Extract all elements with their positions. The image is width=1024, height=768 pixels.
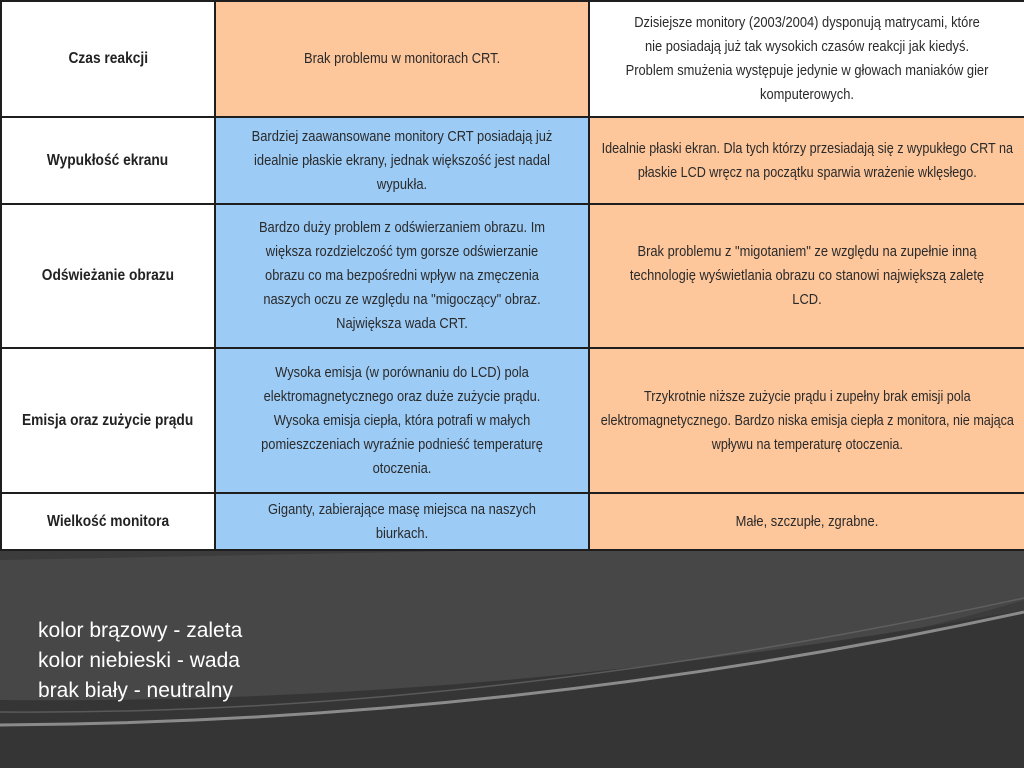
- legend-disadvantage: kolor niebieski - wada: [38, 649, 240, 672]
- row-label-czas-reakcji: Czas reakcji: [1, 1, 215, 117]
- crt-cell: Bardziej zaawansowane monitory CRT posiadają już idealnie płaskie ekrany, jednak większość jest nadal wypukła.: [215, 117, 589, 204]
- row-label-emisja-zuzycie: Emisja oraz zużycie prądu: [1, 348, 215, 493]
- lcd-cell: Idealnie płaski ekran. Dla tych którzy przesiadają się z wypukłego CRT na płaskie LCD wręcz na początku sparwia wrażenie wklęsłego.: [589, 117, 1024, 204]
- table-row: [1, 1, 1024, 117]
- lcd-cell: Trzykrotnie niższe zużycie prądu i zupełny brak emisji pola elektromagnetycznego. Bardzo niska emisja ciepła z monitora, nie mająca wpływu na temperaturę otoczenia.: [589, 348, 1024, 493]
- crt-cell: Wysoka emisja (w porównaniu do LCD) pola elektromagnetycznego oraz duże zużycie prądu. Wysoka emisja ciepła, która potrafi w małych pomieszczeniach wyraźnie podnieść temperaturę otoczenia.: [215, 348, 589, 493]
- row-label-wypuklosc-ekranu: Wypukłość ekranu: [1, 117, 215, 204]
- crt-cell: Giganty, zabierające masę miejsca na naszych biurkach.: [215, 493, 589, 550]
- table-row: [1, 348, 1024, 493]
- lcd-cell: Małe, szczupłe, zgrabne.: [589, 493, 1024, 550]
- lcd-cell: Dzisiejsze monitory (2003/2004) dysponują matrycami, które nie posiadają już tak wysokich czasów reakcji jak kiedyś. Problem smużenia występuje jedynie w głowach maniaków gier komputerowych.: [589, 1, 1024, 117]
- color-legend: [38, 616, 242, 706]
- legend-advantage: kolor brązowy - zaleta: [38, 619, 243, 642]
- table-row: [1, 117, 1024, 204]
- lcd-cell: Brak problemu z "migotaniem" ze względu na zupełnie inną technologię wyświetlania obrazu co stanowi największą zaletę LCD.: [589, 204, 1024, 348]
- table-row: [1, 493, 1024, 550]
- row-label-odswiezanie-obrazu: Odświeżanie obrazu: [1, 204, 215, 348]
- crt-cell: Bardzo duży problem z odświerzaniem obrazu. Im większa rozdzielczość tym gorsze odświerzanie obrazu co ma bezpośredni wpływ na zmęczenia naszych oczu ze względu na "migoczący" obraz. Największa wada CRT.: [215, 204, 589, 348]
- row-label-wielkosc-monitora: Wielkość monitora: [1, 493, 215, 550]
- crt-cell: Brak problemu w monitorach CRT.: [215, 1, 589, 117]
- table-row: [1, 204, 1024, 348]
- legend-neutral: brak biały - neutralny: [38, 679, 233, 702]
